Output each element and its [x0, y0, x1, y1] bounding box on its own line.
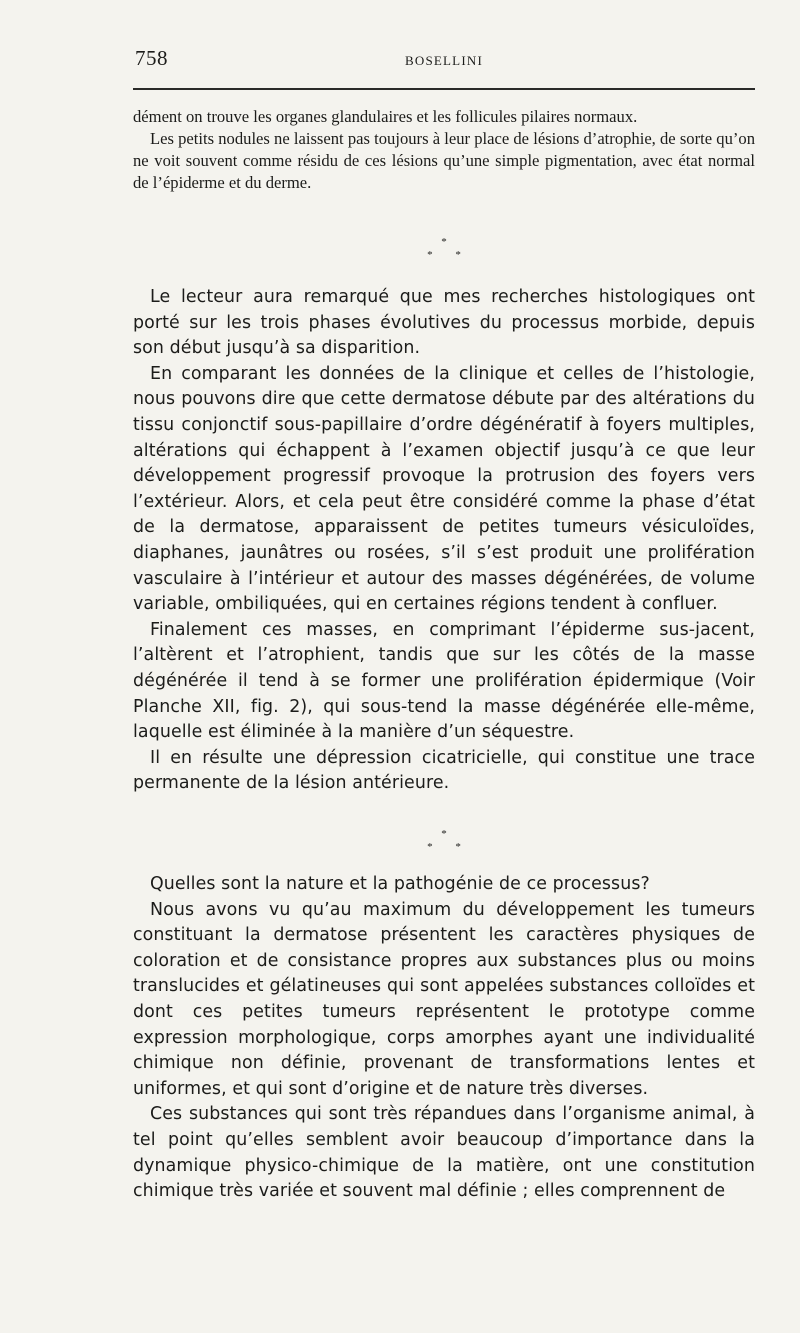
section-2-paragraph-1: Quelles sont la nature et la pathogénie de ce processus? — [150, 874, 650, 894]
section-separator-2 — [133, 828, 755, 854]
header-rule — [133, 88, 755, 90]
section-1-paragraph-3: Finalement ces masses, en comprimant l’épiderme sus-jacent, l’altèrent et l’atrophient, tandis que sur les côtés de la masse dégénérée il tend à se former une prolifération épidermique (Voir Planche XII, fig. 2), qui sous-tend la masse dégénérée elle-même, laquelle est éliminée à la manière d’un séquestre. — [133, 619, 755, 743]
separator-star-bottom: * * — [427, 249, 471, 261]
separator-star-bottom: * * — [427, 841, 471, 853]
section-2-paragraph-3: Ces substances qui sont très répandues dans l’organisme animal, à tel point qu’elles semblent avoir beaucoup d’importance dans la dynamique physico-chimique de la matière, ont une constitution chimique très variée et souvent mal définie ; elles comprennent de — [133, 1104, 755, 1202]
intro-text — [133, 106, 755, 194]
intro-paragraph-2: Les petits nodules ne laissent pas toujours à leur place de lésions d’atrophie, de sorte qu’on ne voit souvent comme résidu de ces lésions qu’une simple pigmentation, avec état normal de l’épiderme et du derme. — [133, 129, 755, 192]
section-2-text — [133, 872, 755, 1205]
intro-paragraph-1: dément on trouve les organes glandulaires et les follicules pilaires normaux. — [133, 107, 638, 126]
running-head: BOSELLINI — [405, 53, 483, 68]
section-separator-1 — [133, 236, 755, 262]
book-page — [133, 0, 755, 1333]
separator-star-top: * — [441, 828, 447, 840]
page-header — [133, 46, 755, 76]
page-number: 758 — [135, 46, 168, 70]
section-1-paragraph-1: Le lecteur aura remarqué que mes recherches histologiques ont porté sur les trois phases évolutives du processus morbide, depuis son début jusqu’à sa disparition. — [133, 287, 755, 359]
separator-star-top: * — [441, 236, 447, 248]
section-1-text — [133, 285, 755, 797]
section-1-paragraph-4: Il en résulte une dépression cicatricielle, qui constitue une trace permanente de la lésion antérieure. — [133, 747, 755, 794]
section-2-paragraph-2: Nous avons vu qu’au maximum du développement les tumeurs constituant la dermatose présentent les caractères physiques de coloration et de consistance propres aux substances plus ou moins translucides et gélatineuses qui sont appelées substances colloïdes et dont ces petites tumeurs représentent le prototype comme expression morphologique, corps amorphes ayant une individualité chimique non définie, provenant de transformations lentes et uniformes, et qui sont d’origine et de nature très diverses. — [133, 899, 755, 1099]
section-1-paragraph-2: En comparant les données de la clinique et celles de l’histologie, nous pouvons dire que cette dermatose débute par des altérations du tissu conjonctif sous-papillaire d’ordre dégénératif à foyers multiples, altérations qui échappent à l’examen objectif jusqu’à ce que leur développement progressif provoque la protrusion des foyers vers l’extérieur. Alors, et cela peut être considéré comme la phase d’état de la dermatose, apparaissent de petites tumeurs vésiculoïdes, diaphanes, jaunâtres ou rosées, s’il s’est produit une prolifération vasculaire à l’intérieur et autour des masses dégénérées, de volume variable, ombiliquées, qui en certaines régions tendent à confluer. — [133, 363, 755, 615]
